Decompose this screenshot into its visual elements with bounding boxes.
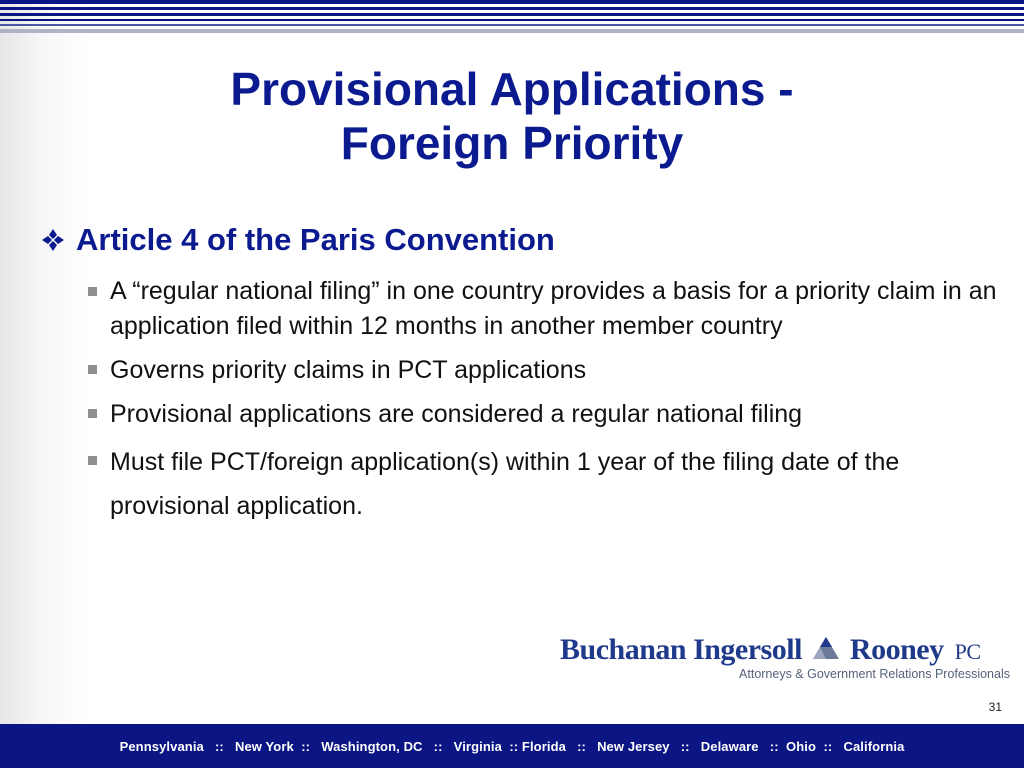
top-bar — [0, 0, 1024, 4]
top-bar — [0, 24, 1024, 26]
bullet-text: A “regular national filing” in one country provides a basis for a priority claim in an application filed within 12 months in another member country — [110, 277, 997, 340]
logo-tagline: Attorneys & Government Relations Professionals — [739, 667, 1010, 681]
top-bar — [0, 29, 1024, 33]
logo-name-right: Rooney — [849, 633, 944, 666]
square-bullet-icon — [88, 287, 97, 296]
triangle-mark-icon — [811, 635, 841, 661]
bullet-text: Governs priority claims in PCT applications — [110, 356, 587, 384]
diamond-bullet-icon — [40, 227, 66, 253]
logo-suffix: PC — [954, 639, 981, 664]
level1-bullet — [40, 220, 1000, 260]
slide-title — [0, 62, 1024, 170]
page-number: 31 — [988, 700, 1002, 714]
square-bullet-icon — [88, 409, 97, 418]
bullet-list — [88, 274, 998, 536]
top-bar — [0, 19, 1024, 21]
top-decorative-bars — [0, 0, 1024, 34]
list-item — [88, 396, 998, 432]
bullet-text: Provisional applications are considered a regular national filing — [110, 400, 803, 428]
title-line-1: Provisional Applications - — [230, 63, 794, 115]
footer-bar — [0, 724, 1024, 768]
title-line-2: Foreign Priority — [340, 117, 684, 169]
top-bar — [0, 7, 1024, 10]
list-item — [88, 440, 998, 528]
square-bullet-icon — [88, 365, 97, 374]
square-bullet-icon — [88, 456, 97, 465]
firm-logo — [560, 630, 1010, 686]
bullet-text: Must file PCT/foreign application(s) within 1 year of the filing date of the provisional application. — [110, 448, 900, 520]
level1-heading: Article 4 of the Paris Convention — [76, 222, 555, 257]
footer-locations: Pennsylvania :: New York :: Washington, DC :: Virginia :: Florida :: New Jersey :: Delaware :: Ohio :: California — [119, 738, 905, 754]
list-item — [88, 352, 998, 388]
logo-name-left: Buchanan Ingersoll — [560, 633, 802, 666]
top-bar — [0, 13, 1024, 16]
list-item — [88, 274, 998, 344]
